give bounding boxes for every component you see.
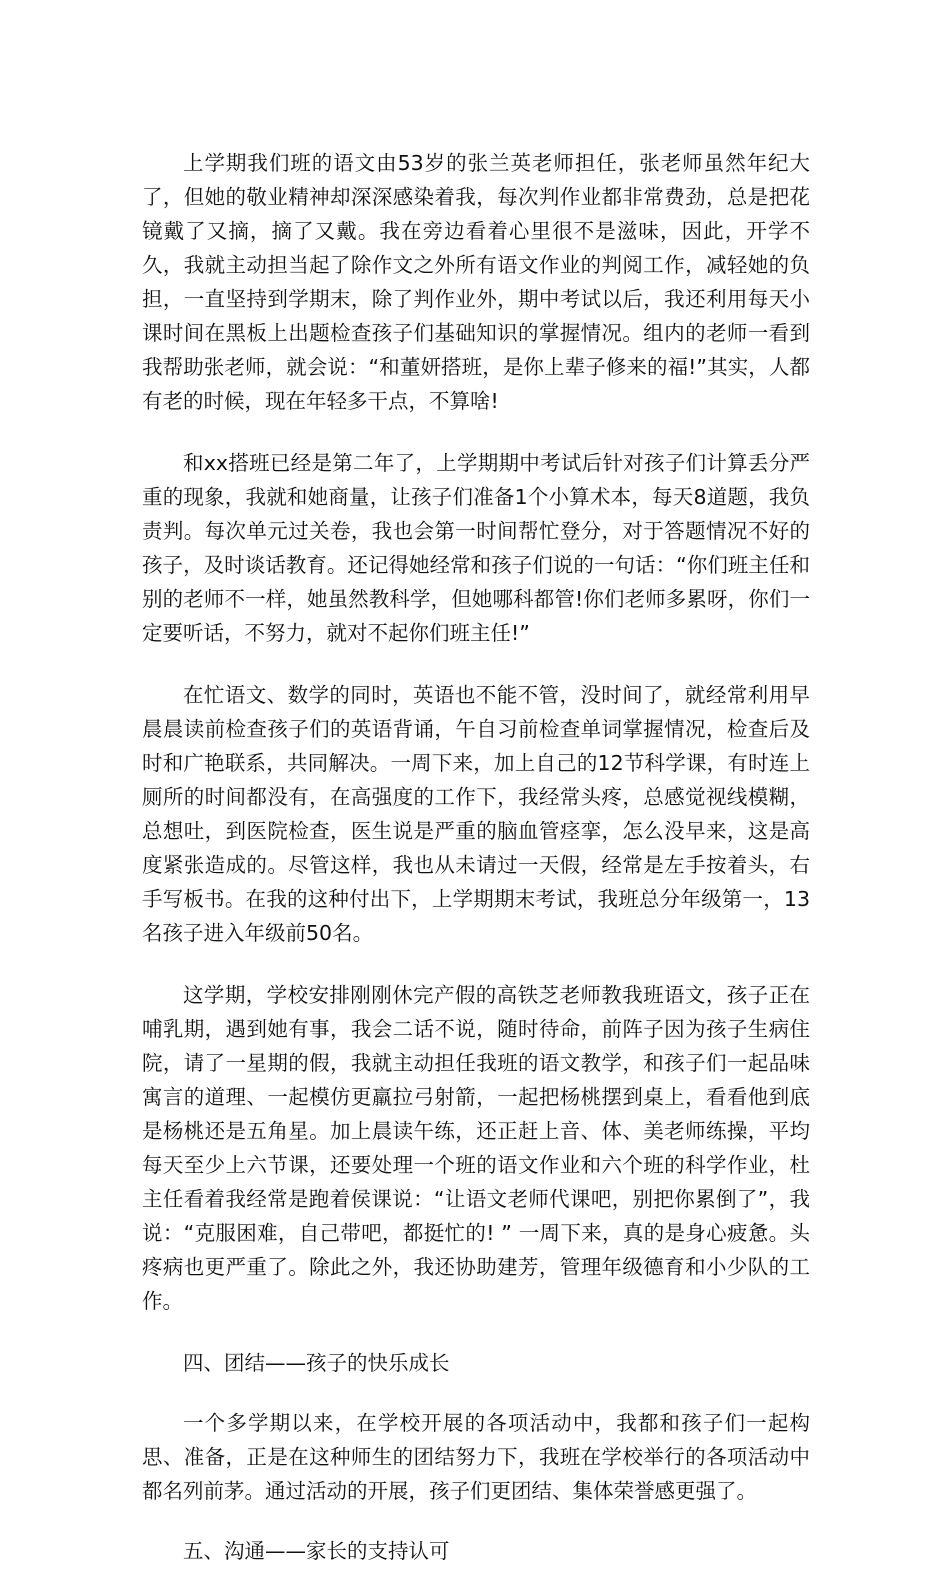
paragraph-colleague-zhang: 上学期我们班的语文由53岁的张兰英老师担任，张老师虽然年纪大了，但她的敬业精神却深深感染着我，每次判作业都非常费劲，总是把花镜戴了又摘，摘了又戴。我在旁边看着心里很不是滋味，因此，开学不久，我就主动担当起了除作文之外所有语文作业的判阅工作，减轻她的负担，一直坚持到学期末，除了判作业外，期中考试以后，我还利用每天小课时间在黑板上出题检查孩子们基础知识的掌握情况。组内的老师一看到我帮助张老师，就会说：“和董妍搭班，是你上辈子修来的福!”其实，人都有老的时候，现在年轻多干点，不算啥! bbox=[142, 151, 810, 413]
section-heading-unity: 四、团结——孩子的快乐成长 bbox=[183, 1351, 450, 1375]
paragraph-activities: 一个多学期以来，在学校开展的各项活动中，我都和孩子们一起构思、准备，正是在这种师生的团结努力下，我班在学校举行的各项活动中都名列前茅。通过活动的开展，孩子们更团结、集体荣誉感更强了。 bbox=[142, 1411, 810, 1503]
paragraph-colleague-xx: 和xx搭班已经是第二年了，上学期期中考试后针对孩子们计算丢分严重的现象，我就和她商量，让孩子们准备1个小算术本，每天8道题，我负责判。每次单元过关卷，我也会第一时间帮忙登分，对于答题情况不好的孩子，及时谈话教育。还记得她经常和孩子们说的一句话：“你们班主任和别的老师不一样，她虽然教科学，但她哪科都管!你们老师多累呀，你们一定要听话，不努力，就对不起你们班主任!” bbox=[142, 451, 810, 645]
document-page bbox=[142, 146, 810, 1594]
paragraph-english-checks: 在忙语文、数学的同时，英语也不能不管，没时间了，就经常利用早晨晨读前检查孩子们的英语背诵，午自习前检查单词掌握情况，检查后及时和广艳联系，共同解决。一周下来，加上自己的12节科学课，有时连上厕所的时间都没有，在高强度的工作下，我经常头疼，总感觉视线模糊，总想吐，到医院检查，医生说是严重的脑血管痉挛，怎么没早来，这是高度紧张造成的。尽管这样，我也从未请过一天假，经常是左手按着头，右手写板书。在我的这种付出下，上学期期末考试，我班总分年级第一，13名孩子进入年级前50名。 bbox=[142, 683, 810, 945]
paragraph-this-semester: 这学期，学校安排刚刚休完产假的高铁芝老师教我班语文，孩子正在哺乳期，遇到她有事，我会二话不说，随时待命，前阵子因为孩子生病住院，请了一星期的假，我就主动担任我班的语文教学，和孩子们一起品味寓言的道理、一起模仿更羸拉弓射箭，一起把杨桃摆到桌上，看看他到底是杨桃还是五角星。加上晨读午练，还正赶上音、体、美老师练操，平均每天至少上六节课，还要处理一个班的语文作业和六个班的科学作业，杜主任看着我经常是跑着侯课说：“让语文老师代课吧，别把你累倒了”，我说：“克服困难，自己带吧，都挺忙的! ” 一周下来，真的是身心疲惫。头疼病也更严重了。除此之外，我还协助建芳，管理年级德育和小少队的工作。 bbox=[142, 983, 810, 1313]
section-heading-communication: 五、沟通——家长的支持认可 bbox=[183, 1539, 450, 1563]
